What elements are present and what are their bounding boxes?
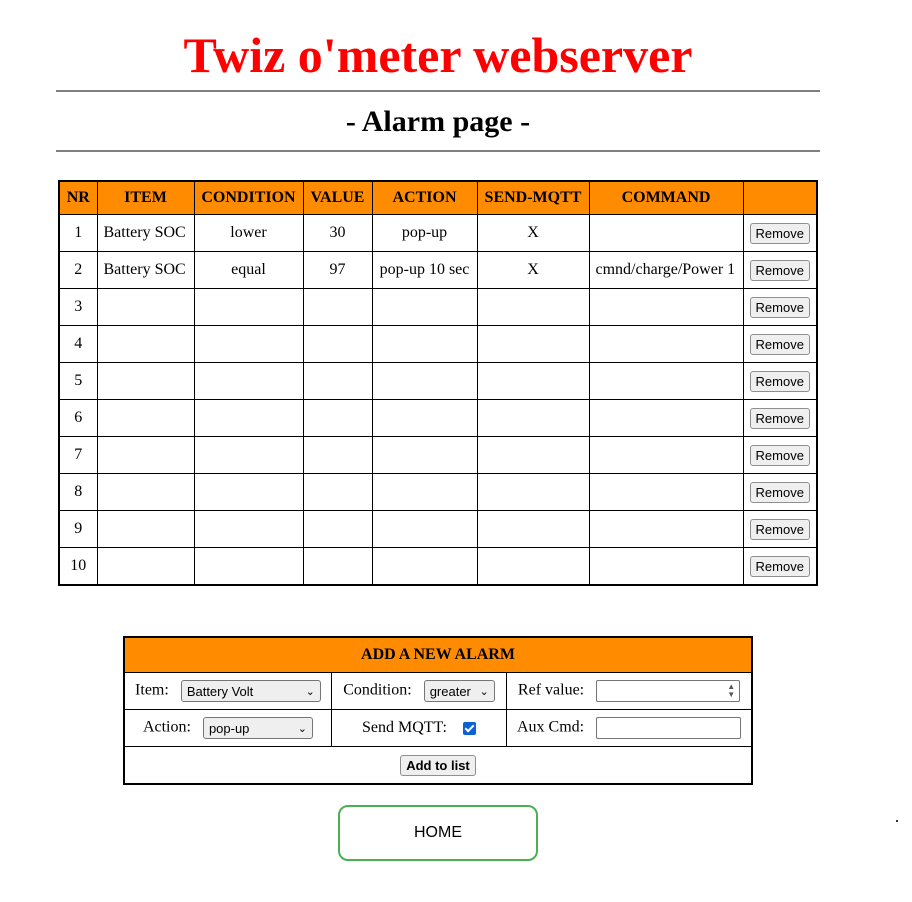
cell-value	[303, 548, 372, 586]
cell-nr: 3	[59, 289, 97, 326]
cell-command	[589, 511, 743, 548]
cell-value	[303, 437, 372, 474]
cell-command	[589, 474, 743, 511]
cell-action	[372, 400, 477, 437]
remove-button[interactable]: Remove	[750, 334, 810, 355]
cell-send-mqtt	[477, 511, 589, 548]
cell-remove	[743, 437, 817, 474]
cell-send-mqtt	[477, 326, 589, 363]
col-header-command: COMMAND	[589, 181, 743, 215]
cell-nr: 5	[59, 363, 97, 400]
cell-condition	[194, 548, 303, 586]
remove-button[interactable]: Remove	[750, 260, 810, 281]
alarm-table-header	[59, 181, 817, 215]
col-header-send-mqtt: SEND-MQTT	[477, 181, 589, 215]
action-select-value: pop-up	[208, 720, 250, 736]
table-row	[59, 400, 817, 437]
aux-cmd-cell	[507, 710, 752, 747]
cell-send-mqtt	[477, 363, 589, 400]
table-row	[59, 548, 817, 586]
cell-condition	[194, 511, 303, 548]
cell-action	[372, 363, 477, 400]
cell-condition: equal	[194, 252, 303, 289]
remove-button[interactable]: Remove	[750, 408, 810, 429]
cell-command: cmnd/charge/Power 1	[589, 252, 743, 289]
cell-item	[97, 511, 194, 548]
cell-nr: 7	[59, 437, 97, 474]
cell-send-mqtt	[477, 400, 589, 437]
cell-action: pop-up 10 sec	[372, 252, 477, 289]
remove-button[interactable]: Remove	[750, 297, 810, 318]
col-header-nr: NR	[59, 181, 97, 215]
chevron-down-icon: ⌄	[297, 722, 307, 735]
cell-item	[97, 363, 194, 400]
add-alarm-heading: ADD A NEW ALARM	[124, 637, 752, 673]
cell-item	[97, 437, 194, 474]
cell-item: Battery SOC	[97, 215, 194, 252]
divider-top	[56, 90, 820, 92]
cell-action	[372, 548, 477, 586]
chevron-down-icon: ⌄	[305, 685, 315, 698]
item-select[interactable]	[181, 680, 321, 702]
page-title: Twiz o'meter webserver	[183, 27, 693, 83]
condition-select-value: greater	[429, 683, 471, 699]
table-row	[59, 289, 817, 326]
add-alarm-form	[123, 636, 753, 785]
cell-command	[589, 326, 743, 363]
action-select[interactable]	[203, 717, 313, 739]
cell-condition	[194, 400, 303, 437]
cell-action	[372, 437, 477, 474]
cell-remove	[743, 474, 817, 511]
cell-value	[303, 289, 372, 326]
table-row	[59, 252, 817, 289]
cell-command	[589, 215, 743, 252]
col-header-item: ITEM	[97, 181, 194, 215]
remove-button[interactable]: Remove	[750, 223, 810, 244]
condition-select[interactable]	[424, 680, 495, 702]
condition-cell	[331, 673, 506, 710]
send-mqtt-checkbox[interactable]	[463, 722, 476, 735]
cell-remove	[743, 289, 817, 326]
item-cell	[124, 673, 331, 710]
ref-value-label: Ref value:	[517, 681, 585, 699]
cell-command	[589, 548, 743, 586]
table-row	[59, 474, 817, 511]
cell-remove	[743, 548, 817, 586]
cell-value: 97	[303, 252, 372, 289]
spinner-arrows-icon[interactable]: ▲ ▼	[727, 682, 736, 699]
cell-condition	[194, 474, 303, 511]
cell-action	[372, 289, 477, 326]
cell-remove	[743, 511, 817, 548]
cell-condition	[194, 363, 303, 400]
page-subtitle: - Alarm page -	[345, 105, 531, 138]
item-select-value: Battery Volt	[186, 683, 254, 699]
cell-value	[303, 363, 372, 400]
ref-value-cell	[507, 673, 752, 710]
send-mqtt-cell	[331, 710, 506, 747]
table-row	[59, 363, 817, 400]
cell-nr: 1	[59, 215, 97, 252]
cell-send-mqtt	[477, 548, 589, 586]
cell-remove	[743, 215, 817, 252]
table-row	[59, 437, 817, 474]
cell-nr: 2	[59, 252, 97, 289]
cell-value	[303, 511, 372, 548]
cell-condition	[194, 437, 303, 474]
cell-remove	[743, 363, 817, 400]
remove-button[interactable]: Remove	[750, 445, 810, 466]
table-row	[59, 511, 817, 548]
aux-cmd-label: Aux Cmd:	[516, 718, 585, 736]
aux-cmd-input[interactable]	[596, 717, 741, 739]
cell-item	[97, 326, 194, 363]
cell-value	[303, 474, 372, 511]
cell-send-mqtt: X	[477, 215, 589, 252]
stray-dot	[896, 820, 898, 822]
action-label: Action:	[142, 718, 191, 736]
cell-send-mqtt: X	[477, 252, 589, 289]
cell-remove	[743, 400, 817, 437]
cell-action: pop-up	[372, 215, 477, 252]
cell-remove	[743, 326, 817, 363]
cell-item: Battery SOC	[97, 252, 194, 289]
cell-condition	[194, 326, 303, 363]
cell-nr: 9	[59, 511, 97, 548]
cell-command	[589, 400, 743, 437]
cell-nr: 4	[59, 326, 97, 363]
col-header-action: ACTION	[372, 181, 477, 215]
cell-nr: 10	[59, 548, 97, 586]
remove-button[interactable]: Remove	[750, 482, 810, 503]
cell-condition: lower	[194, 215, 303, 252]
cell-send-mqtt	[477, 437, 589, 474]
remove-button[interactable]: Remove	[750, 556, 810, 577]
add-to-list-button[interactable]: Add to list	[400, 755, 476, 776]
cell-action	[372, 326, 477, 363]
cell-command	[589, 289, 743, 326]
cell-send-mqtt	[477, 289, 589, 326]
table-row	[59, 215, 817, 252]
cell-command	[589, 363, 743, 400]
remove-button[interactable]: Remove	[750, 519, 810, 540]
remove-button[interactable]: Remove	[750, 371, 810, 392]
cell-command	[589, 437, 743, 474]
cell-value	[303, 326, 372, 363]
col-header-condition: CONDITION	[194, 181, 303, 215]
col-header-remove	[743, 181, 817, 215]
cell-item	[97, 474, 194, 511]
cell-condition	[194, 289, 303, 326]
col-header-value: VALUE	[303, 181, 372, 215]
cell-value: 30	[303, 215, 372, 252]
action-cell	[124, 710, 331, 747]
table-row	[59, 326, 817, 363]
cell-item	[97, 400, 194, 437]
cell-item	[97, 289, 194, 326]
add-button-cell	[124, 747, 752, 785]
cell-value	[303, 400, 372, 437]
cell-nr: 8	[59, 474, 97, 511]
home-button[interactable]: HOME	[338, 805, 538, 861]
alarm-table	[58, 180, 818, 586]
cell-nr: 6	[59, 400, 97, 437]
ref-value-input[interactable]	[596, 680, 740, 702]
cell-action	[372, 474, 477, 511]
cell-item	[97, 548, 194, 586]
chevron-down-icon: ⌄	[479, 685, 489, 698]
cell-action	[372, 511, 477, 548]
cell-send-mqtt	[477, 474, 589, 511]
divider-bottom	[56, 150, 820, 152]
cell-remove	[743, 252, 817, 289]
item-label: Item:	[135, 681, 169, 699]
send-mqtt-label: Send MQTT:	[361, 719, 447, 736]
condition-label: Condition:	[343, 681, 412, 699]
